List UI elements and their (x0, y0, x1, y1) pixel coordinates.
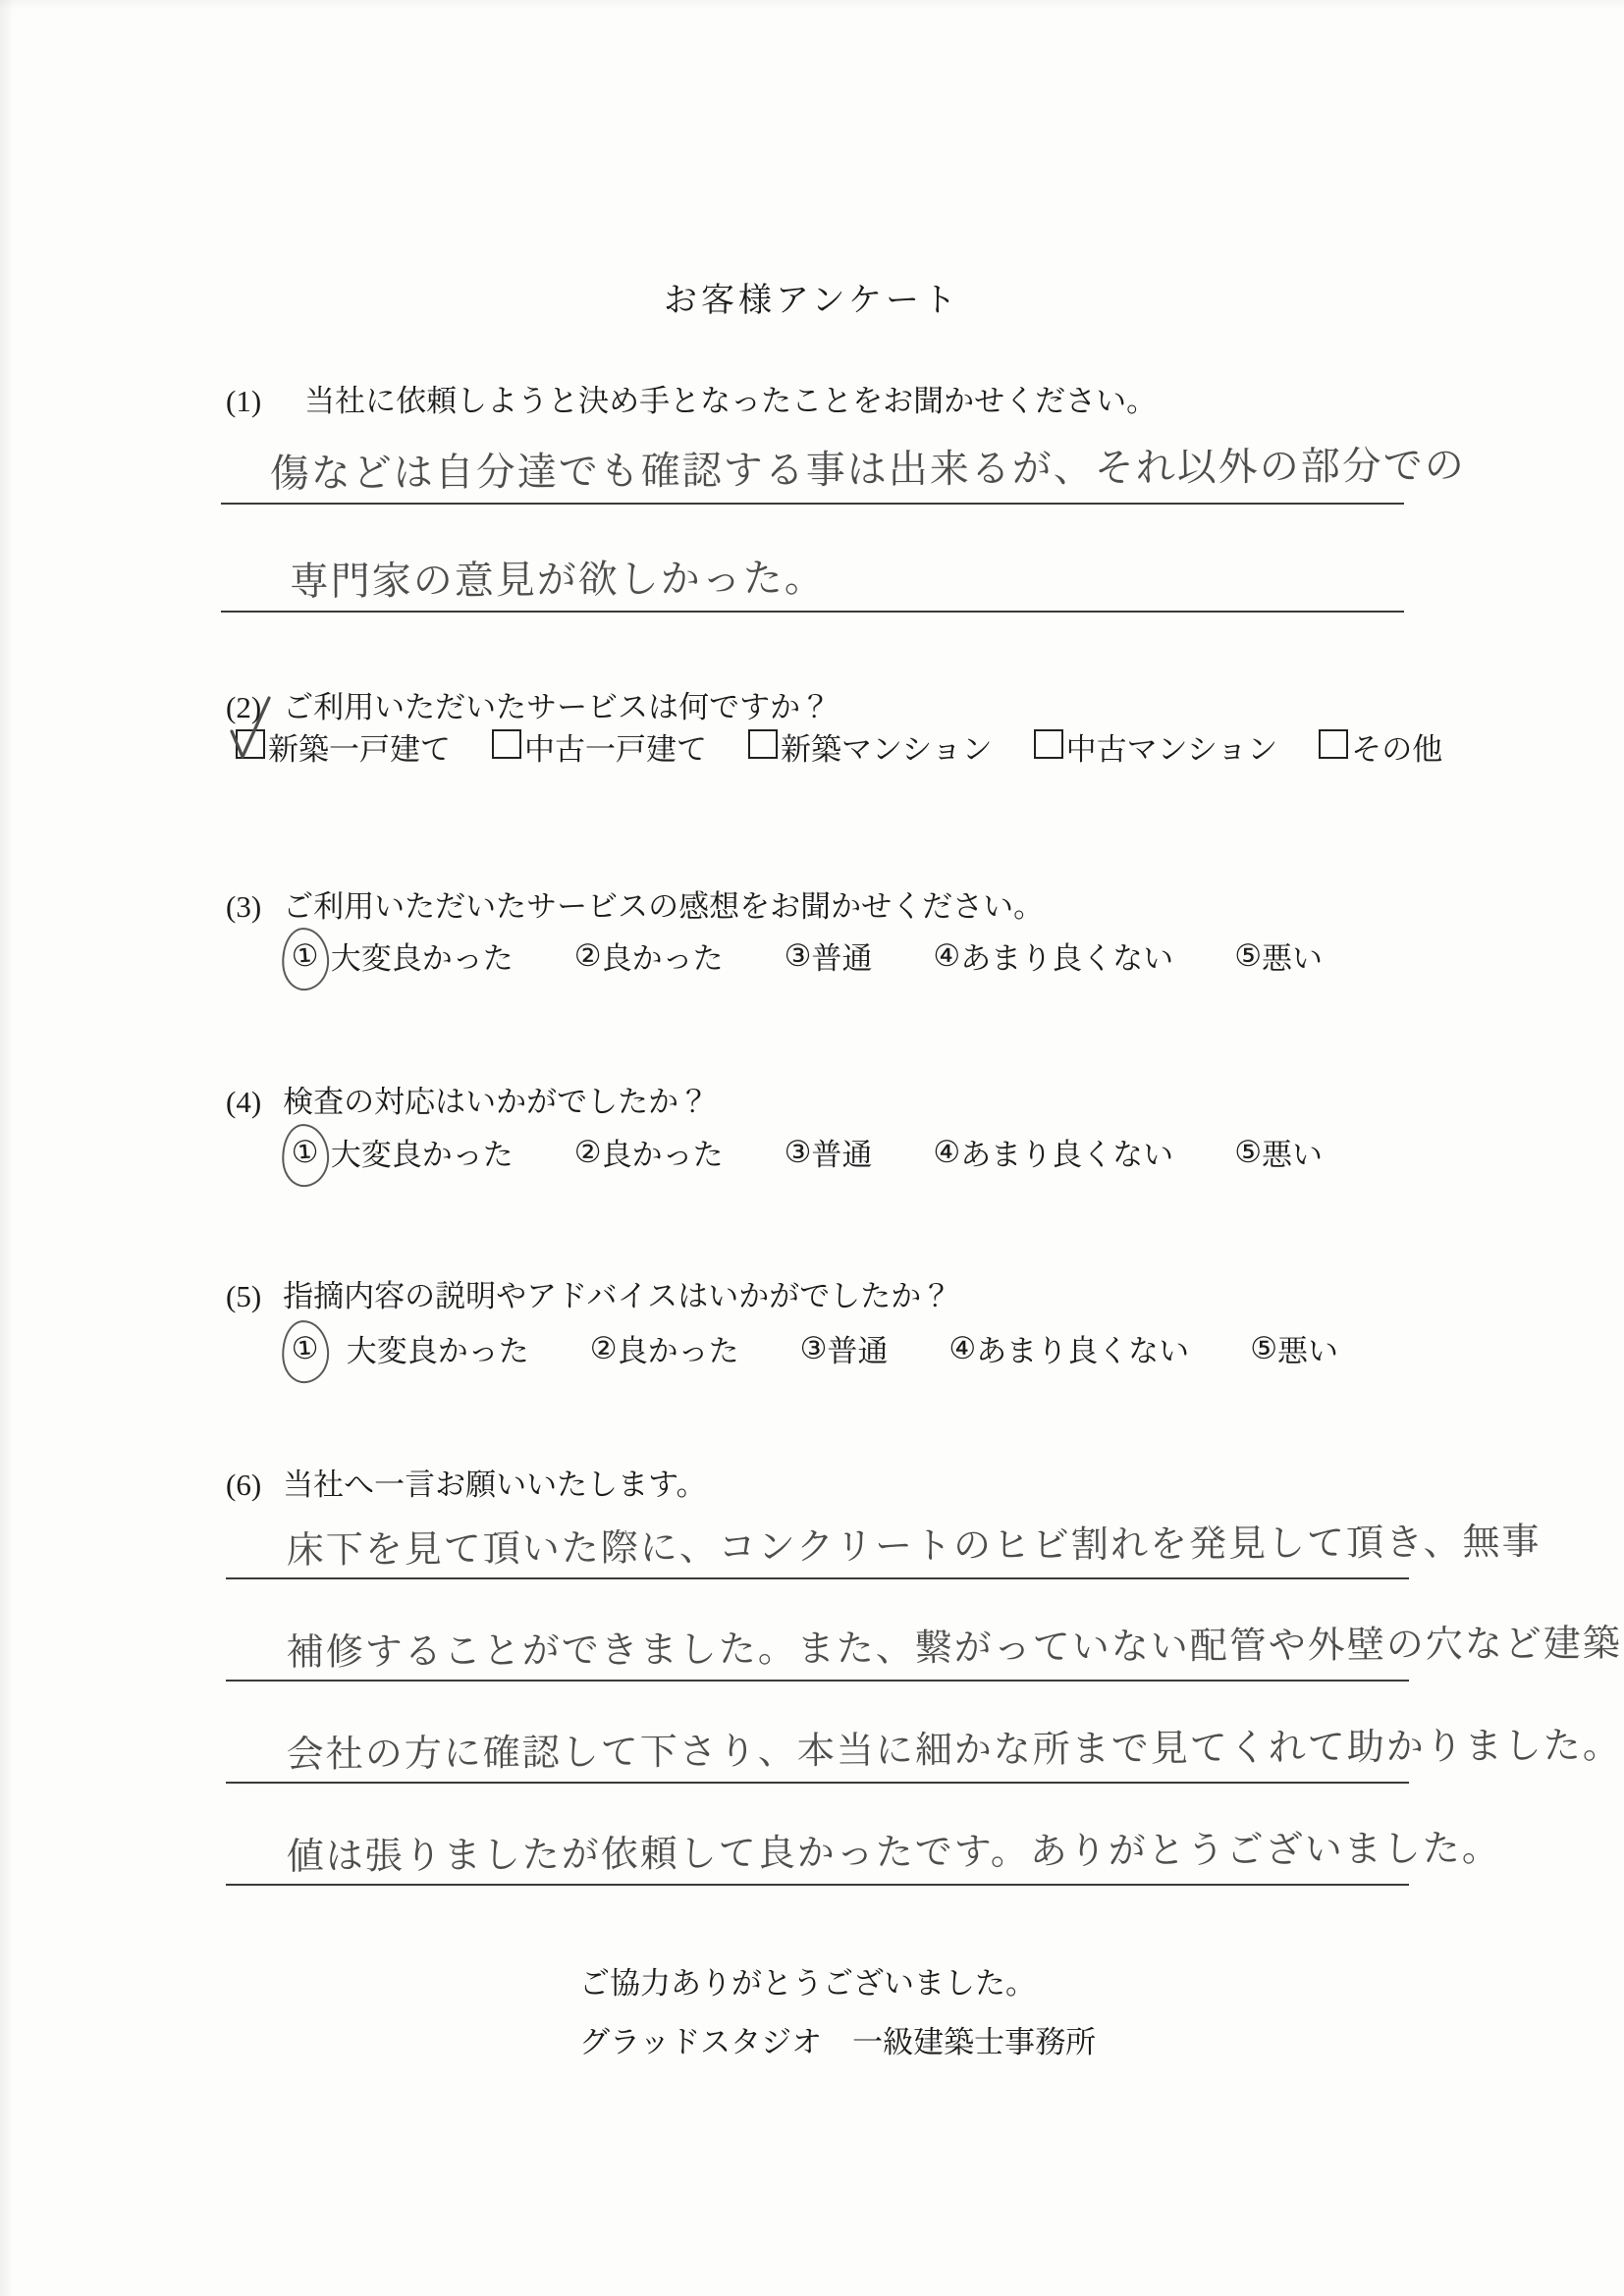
circled-number-4-icon: ④ (948, 1330, 977, 1365)
checkbox-option-new-house (236, 724, 451, 769)
checkbox-option-used-condo (1034, 724, 1278, 769)
q6-handwritten-answer-1: 床下を見て頂いた際に、コンクリートのヒビ割れを発見して頂き、無事 (286, 1520, 1542, 1572)
rating-label: 大変良かった (330, 941, 514, 976)
rating-label: あまり良くない (976, 1334, 1190, 1368)
checkbox-icon (748, 729, 778, 759)
q5-rating-row (290, 1326, 1338, 1370)
question-3 (226, 881, 1044, 926)
question-4-number: (4) (226, 1085, 262, 1119)
footer-thanks: ご協力ありがとうございました。 (579, 1966, 1036, 2001)
question-1 (226, 376, 1157, 420)
rating-option-2 (590, 1326, 739, 1370)
checkbox-label: 中古一戸建て (524, 732, 707, 767)
rating-option-5 (1234, 934, 1323, 978)
circled-number-2-icon: ② (589, 1330, 618, 1365)
question-1-number: (1) (226, 384, 262, 418)
checkbox-icon (236, 729, 265, 759)
checkbox-label: 新築一戸建て (268, 732, 451, 767)
checkbox-option-other (1319, 724, 1442, 769)
question-4-text: 検査の対応はいかがでしたか？ (283, 1085, 710, 1119)
rating-option-4 (933, 1130, 1173, 1174)
question-3-number: (3) (226, 889, 262, 924)
rating-option-2 (574, 934, 724, 978)
footer-company-name: グラッドスタジオ 一級建築士事務所 (579, 2025, 1097, 2059)
rating-option-1 (290, 934, 514, 978)
rating-label: 普通 (811, 941, 873, 976)
circled-number-2-icon: ② (573, 937, 602, 973)
q6-answer-line-3 (226, 1717, 1622, 1784)
checkbox-label: その他 (1351, 732, 1443, 767)
circled-number-5-icon: ⑤ (1234, 1134, 1262, 1169)
circled-number-4-icon: ④ (933, 1134, 961, 1169)
question-4 (226, 1077, 709, 1121)
page-title: お客様アンケート (664, 283, 960, 319)
question-5 (226, 1271, 951, 1315)
rating-option-4 (948, 1326, 1189, 1370)
rating-option-4 (933, 934, 1173, 978)
rating-option-5 (1250, 1326, 1338, 1370)
rating-label: あまり良くない (960, 941, 1174, 976)
rating-label: 大変良かった (346, 1334, 529, 1368)
rating-option-3 (785, 934, 873, 978)
rating-label: 悪い (1276, 1334, 1338, 1368)
question-2-text: ご利用いただいたサービスは何ですか？ (283, 690, 832, 724)
rating-label: 悪い (1261, 941, 1323, 976)
rating-label: 普通 (811, 1138, 873, 1172)
rating-option-5 (1234, 1130, 1323, 1174)
q1-answer-line-1 (221, 438, 1466, 505)
question-2-number: (2) (226, 690, 262, 724)
rating-label: 普通 (827, 1334, 889, 1368)
checkbox-label: 中古マンション (1065, 732, 1278, 767)
circled-number-5-icon: ⑤ (1250, 1330, 1277, 1365)
q1-answer-line-2 (221, 546, 1404, 613)
circled-number-5-icon: ⑤ (1234, 937, 1262, 973)
checkbox-option-new-condo (748, 724, 993, 769)
q6-answer-line-2 (226, 1615, 1622, 1682)
circled-number-3-icon: ③ (784, 1134, 812, 1169)
rating-label: 悪い (1261, 1138, 1323, 1172)
circled-number-2-icon: ② (573, 1134, 602, 1169)
question-6 (226, 1460, 707, 1504)
circled-number-3-icon: ③ (799, 1330, 828, 1365)
question-1-text: 当社に依頼しようと決め手となったことをお聞かせください。 (304, 384, 1158, 418)
checkbox-option-used-house (492, 724, 707, 769)
question-5-text: 指摘内容の説明やアドバイスはいかがでしたか？ (283, 1279, 952, 1313)
checkbox-icon (1034, 729, 1063, 759)
q6-answer-line-1 (226, 1513, 1542, 1579)
checkbox-label: 新築マンション (781, 732, 993, 767)
question-6-number: (6) (226, 1468, 262, 1502)
rating-label: あまり良くない (960, 1138, 1174, 1172)
rating-label: 大変良かった (330, 1138, 514, 1172)
question-3-text: ご利用いただいたサービスの感想をお聞かせください。 (283, 889, 1045, 924)
circled-number-1-icon: ① (280, 1122, 331, 1188)
q3-rating-row (290, 934, 1323, 978)
q1-handwritten-answer-1: 傷などは自分達でも確認する事は出来るが、それ以外の部分での (269, 443, 1466, 498)
q1-handwritten-answer-2: 専門家の意見が欲しかった。 (289, 556, 826, 606)
circled-number-3-icon: ③ (784, 937, 812, 973)
rating-label: 良かった (601, 1138, 724, 1172)
rating-option-3 (785, 1130, 873, 1174)
rating-option-1 (290, 1326, 529, 1370)
question-5-number: (5) (226, 1279, 262, 1313)
q6-handwritten-answer-4: 値は張りましたが依頼して良かったです。ありがとうございました。 (286, 1826, 1501, 1878)
q6-handwritten-answer-2: 補修することができました。また、繋がっていない配管や外壁の穴など建築 (286, 1621, 1622, 1674)
rating-option-2 (574, 1130, 724, 1174)
q6-handwritten-answer-3: 会社の方に確認して下さり、本当に細かな所まで見てくれて助かりました。 (286, 1723, 1622, 1776)
question-2 (226, 682, 831, 726)
q4-rating-row (290, 1130, 1323, 1174)
checkbox-icon (492, 729, 521, 759)
q6-answer-line-4 (226, 1819, 1501, 1886)
circled-number-4-icon: ④ (933, 937, 961, 973)
checkbox-icon (1319, 729, 1348, 759)
rating-label: 良かった (617, 1334, 739, 1368)
rating-option-1 (290, 1130, 514, 1174)
rating-option-3 (800, 1326, 889, 1370)
question-6-text: 当社へ一言お願いいたします。 (283, 1468, 707, 1502)
q2-options-row (236, 724, 1442, 769)
circled-number-1-icon: ① (280, 926, 331, 991)
rating-label: 良かった (601, 941, 724, 976)
circled-number-1-icon: ① (280, 1318, 331, 1384)
